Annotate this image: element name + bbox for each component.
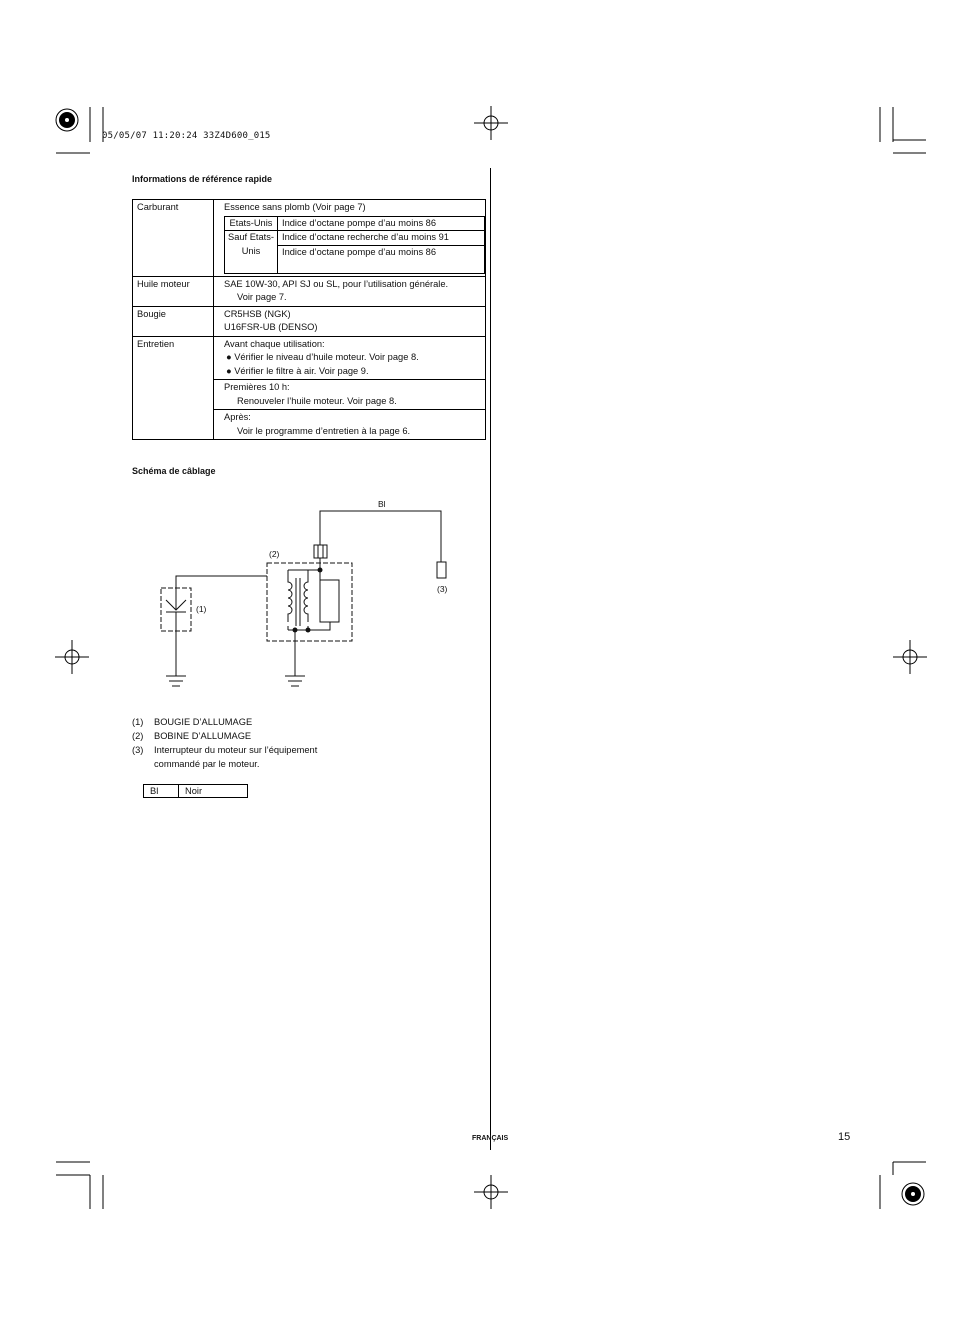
- row-label-plug: Bougie: [133, 306, 214, 336]
- maint-bullet-oil: Vérifier le niveau d’huile moteur. Voir page 8.: [234, 352, 419, 362]
- legend-num: (3): [132, 745, 144, 755]
- language-label: FRANÇAIS: [472, 1135, 509, 1142]
- section-title-wiring: Schéma de câblage: [132, 466, 216, 476]
- color-code: Bl: [144, 785, 179, 798]
- fuel-subtable: [224, 216, 485, 274]
- fuel-region-other: Sauf Etats-Unis: [225, 231, 278, 274]
- row-label-fuel: Carburant: [133, 200, 214, 277]
- table-row-oil: [133, 276, 486, 306]
- section-title-quick-reference: Informations de référence rapide: [132, 174, 273, 184]
- legend-num: (2): [132, 731, 144, 741]
- bullet-icon: ●: [226, 352, 235, 362]
- print-slug: 05/05/07 11:20:24 33Z4D600_015: [102, 131, 271, 141]
- legend-text: Interrupteur du moteur sur l’équipement: [154, 745, 318, 755]
- fuel-region-us: Etats-Unis: [225, 216, 278, 231]
- table-row-fuel: [133, 200, 486, 277]
- callout-2: (2): [269, 549, 280, 559]
- legend-num: (1): [132, 717, 144, 727]
- legend-text-cont: commandé par le moteur.: [154, 759, 260, 769]
- maint-after: Après:: [224, 412, 251, 422]
- plug-ngk: CR5HSB (NGK): [224, 308, 291, 319]
- fuel-spec-other-ron: Indice d’octane recherche d’au moins 91: [278, 231, 484, 246]
- wiring-diagram: [130, 490, 470, 700]
- callout-1: (1): [196, 604, 207, 614]
- table-row-maint-before: [133, 336, 486, 380]
- fuel-spec-other-pon: Indice d’octane pompe d’au moins 86: [282, 246, 437, 257]
- fuel-spec-us: Indice d’octane pompe d’au moins 86: [278, 216, 485, 231]
- row-label-oil: Huile moteur: [133, 276, 214, 306]
- coil-primary: [288, 578, 292, 622]
- wire-color-label: Bl: [378, 499, 386, 509]
- oil-spec: SAE 10W-30, API SJ ou SL, pour l’utilisation générale.: [224, 278, 449, 289]
- coil-secondary: [304, 578, 308, 622]
- maint-first: Premières 10 h:: [224, 382, 290, 392]
- page-number: 15: [838, 1131, 851, 1143]
- plug-denso: U16FSR-UB (DENSO): [224, 322, 318, 332]
- row-label-maint: Entretien: [133, 336, 214, 440]
- maint-bullet-filter: Vérifier le filtre à air. Voir page 9.: [234, 365, 369, 376]
- fuel-header: Essence sans plomb (Voir page 7): [224, 202, 366, 212]
- engine-switch-symbol: [437, 562, 446, 578]
- legend-text: BOBINE D’ALLUMAGE: [154, 731, 252, 741]
- maint-after-item: Voir le programme d’entretien à la page 6.: [237, 425, 411, 436]
- maint-first-item: Renouveler l’huile moteur. Voir page 8.: [237, 395, 397, 406]
- legend-text: BOUGIE D’ALLUMAGE: [154, 717, 253, 727]
- diagram-legend: [132, 715, 317, 771]
- color-name: Noir: [179, 785, 248, 798]
- callout-3: (3): [437, 584, 448, 594]
- coil-unit-symbol: [320, 580, 339, 622]
- table-row-plug: [133, 306, 486, 336]
- quick-reference-table: [132, 199, 486, 440]
- column-divider: [490, 168, 491, 1150]
- oil-ref: Voir page 7.: [237, 292, 287, 302]
- color-key-table: [143, 784, 248, 798]
- maint-before: Avant chaque utilisation:: [224, 338, 325, 349]
- bullet-icon: ●: [226, 365, 235, 376]
